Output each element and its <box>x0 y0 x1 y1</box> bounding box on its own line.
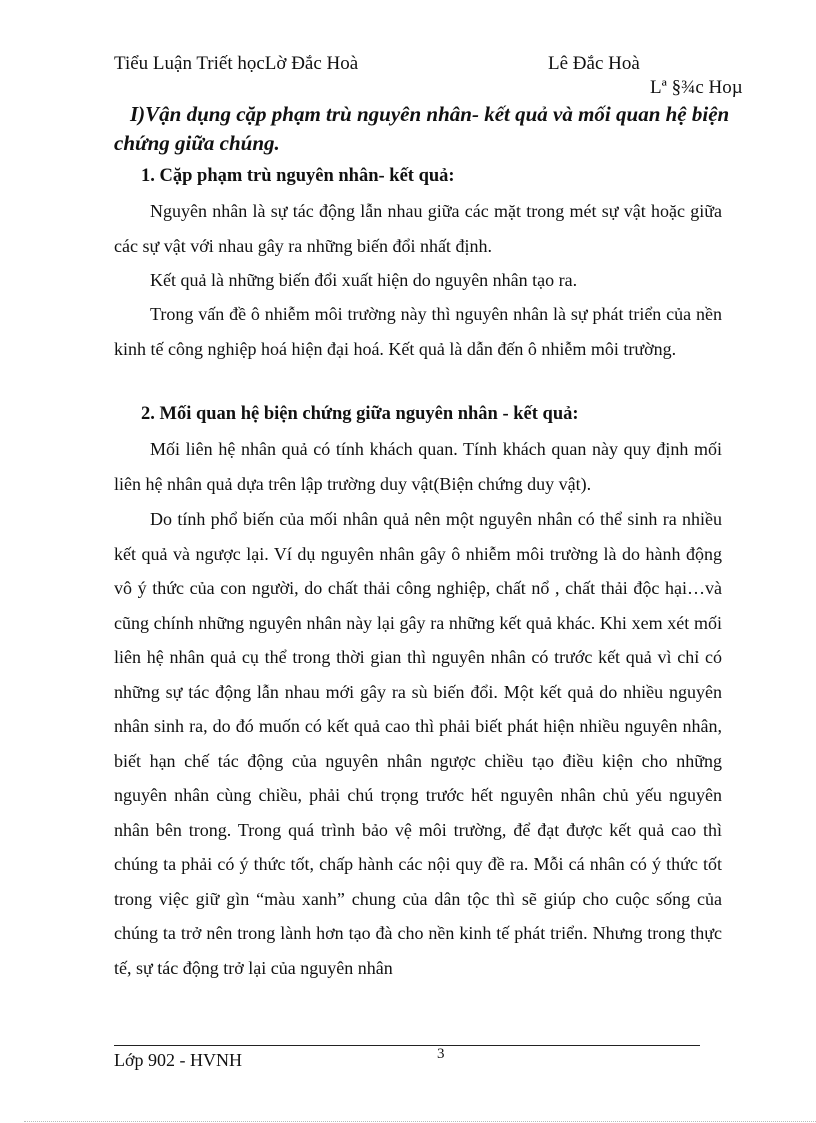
section-2-heading: 2. Mối quan hệ biện chứng giữa nguyên nhân - kết quả: <box>141 404 579 424</box>
footer-divider <box>114 1045 700 1046</box>
paragraph: Do tính phổ biến của mối nhân quả nên một nguyên nhân có thể sinh ra nhiều kết quả và ngược lại. Ví dụ nguyên nhân gây ô nhiễm môi trường là do hành động vô ý thức của con người, do chất thải công nghiệp, chất nổ , chất thải độc hại…và cũng chính những nguyên nhân này lại gây ra những kết quả khác. Khi xem xét mối liên hệ nhân quả cụ thể trong thời gian thì nguyên nhân có trước kết quả vì chỉ có những sự tác động lẫn nhau mới gây ra sù biến đổi. Một kết quả do nhiều nguyên nhân sinh ra, do đó muốn có kết quả cao thì phải biết phát hiện nhiều nguyên nhân, biết hạn chế tác động của nguyên nhân ngược chiều tạo điều kiện cho những nguyên nhân cùng chiều, phải chú trọng trước hết nguyên nhân chủ yếu nguyên nhân bên trong. Trong quá trình bảo vệ môi trường, để đạt được kết quả cao thì chúng ta phải có ý thức tốt, chấp hành các nội quy đề ra. Mỗi cá nhân có ý thức tốt trong việc giữ gìn “màu xanh” chung của dân tộc thì sẽ giúp cho cuộc sống của chúng ta trở nên trong lành hơn tạo đà cho nền kinh tế phát triển. Nhưng trong thực tế, sự tác động trở lại của nguyên nhân <box>114 509 722 978</box>
section-1-heading: 1. Cặp phạm trù nguyên nhân- kết quả: <box>141 166 455 186</box>
header-author: Lê Đắc Hoà <box>548 53 640 74</box>
header-author-encoded: Lª §¾c Hoµ <box>650 77 743 98</box>
page-number: 3 <box>437 1046 445 1062</box>
section-title: I)Vận dụng cặp phạm trù nguyên nhân- kết quả và mối quan hệ biện chứng giữa chúng. <box>114 102 730 155</box>
page-bottom-border <box>24 1121 816 1122</box>
header-left: Tiểu Luận Triết họcLờ Đắc Hoà <box>114 53 359 74</box>
footer-class-label: Lớp 902 - HVNH <box>114 1050 243 1070</box>
paragraph: Trong vấn đề ô nhiễm môi trường này thì nguyên nhân là sự phát triển của nền kinh tế công nghiệp hoá hiện đại hoá. Kết quả là dẫn đến ô nhiễm môi trường. <box>114 304 722 359</box>
paragraph: Nguyên nhân là sự tác động lẫn nhau giữa các mặt trong mét sự vật hoặc giữa các sự vật với nhau gây ra những biến đổi nhất định. <box>114 201 722 256</box>
paragraph: Mối liên hệ nhân quả có tính khách quan. Tính khách quan này quy định mối liên hệ nhân quả dựa trên lập trường duy vật(Biện chứng duy vật). <box>114 439 722 494</box>
paragraph: Kết quả là những biến đổi xuất hiện do nguyên nhân tạo ra. <box>150 270 578 290</box>
